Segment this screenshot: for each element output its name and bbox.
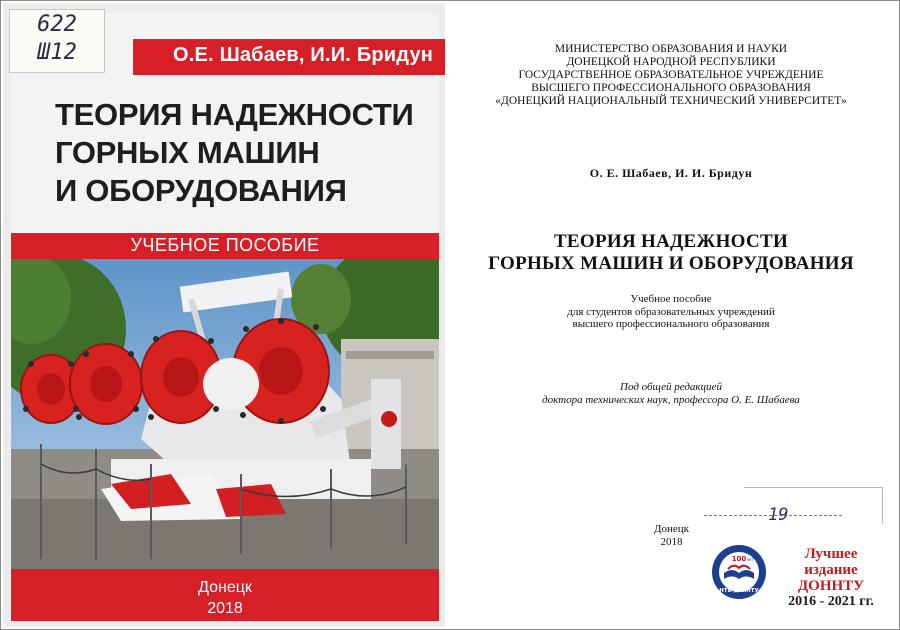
cover-city: Донецк: [198, 579, 252, 596]
library-anniversary-badge-icon: [710, 543, 768, 601]
cover-title-line: ТЕОРИЯ НАДЕЖНОСТИ: [55, 97, 414, 132]
publication-type-line: Учебное пособие: [630, 293, 712, 305]
cover-year: 2018: [207, 600, 243, 617]
ministry-header: [448, 43, 894, 108]
title-page-title-line: ГОРНЫХ МАШИН И ОБОРУДОВАНИЯ: [488, 253, 854, 274]
publication-type: [448, 293, 894, 331]
publication-type-line: для студентов образовательных учреждений: [567, 305, 775, 318]
award-line: 2016 - 2021 гг.: [788, 594, 874, 609]
ministry-line: МИНИСТЕРСТВО ОБРАЗОВАНИЯ И НАУКИ: [554, 43, 788, 55]
editor-credit: [448, 381, 894, 407]
cover-authors: О.Е. Шабаев, И.И. Бридун: [173, 44, 434, 66]
editor-credit-line: Под общей редакцией: [620, 381, 722, 393]
title-page-title: [448, 231, 894, 275]
cover-subtitle: УЧЕБНОЕ ПОСОБИЕ: [130, 235, 320, 255]
best-edition-award: [776, 546, 886, 610]
ministry-line: ГОСУДАРСТВЕННОЕ ОБРАЗОВАТЕЛЬНОЕ УЧРЕЖДЕНИЕ: [518, 69, 824, 81]
cover-title: [55, 96, 439, 210]
award-line: Лучшее: [804, 546, 858, 562]
imprint: [654, 523, 689, 549]
shelf-mark-line-1: 622: [37, 12, 77, 37]
publication-type-line: высшего профессионального образования: [572, 318, 770, 330]
cover-subtitle-bar: [11, 233, 439, 259]
title-page-title-line: ТЕОРИЯ НАДЕЖНОСТИ: [553, 231, 789, 252]
cover-footer-bar: [11, 569, 439, 621]
editor-credit-line: доктора технических наук, профессора О. Е. Шабаева: [542, 394, 800, 406]
shelf-mark-line-2: Ш12: [37, 40, 77, 65]
title-page: [448, 3, 894, 627]
cover-title-line: И ОБОРУДОВАНИЯ: [55, 173, 347, 208]
cover-authors-bar: [133, 39, 445, 75]
award-line: издание ДОННТУ: [797, 562, 865, 594]
ministry-line: «ДОНЕЦКИЙ НАЦИОНАЛЬНЫЙ ТЕХНИЧЕСКИЙ УНИВЕРСИТЕТ»: [495, 95, 847, 107]
library-shelf-mark-label: [9, 9, 105, 73]
ministry-line: ДОНЕЦКОЙ НАРОДНОЙ РЕСПУБЛИКИ: [566, 56, 776, 68]
badge-top-text-suffix: лет: [746, 557, 754, 562]
book-cover: [3, 3, 445, 627]
imprint-year: 2018: [660, 536, 683, 548]
imprint-city: Донецк: [654, 523, 690, 535]
mining-machine-illustration: [11, 259, 439, 569]
badge-bottom-text: НТБ ДонНТУ: [719, 588, 759, 594]
cover-title-line: ГОРНЫХ МАШИН: [55, 135, 320, 170]
library-stamp: [744, 487, 883, 524]
badge-top-text: 100: [731, 555, 747, 563]
cover-photo-mining-machine: [11, 259, 439, 569]
title-page-authors: О. Е. Шабаев, И. И. Бридун: [589, 166, 753, 180]
stamp-number: 19: [768, 505, 789, 525]
ministry-line: ВЫСШЕГО ПРОФЕССИОНАЛЬНОГО ОБРАЗОВАНИЯ: [531, 82, 811, 94]
